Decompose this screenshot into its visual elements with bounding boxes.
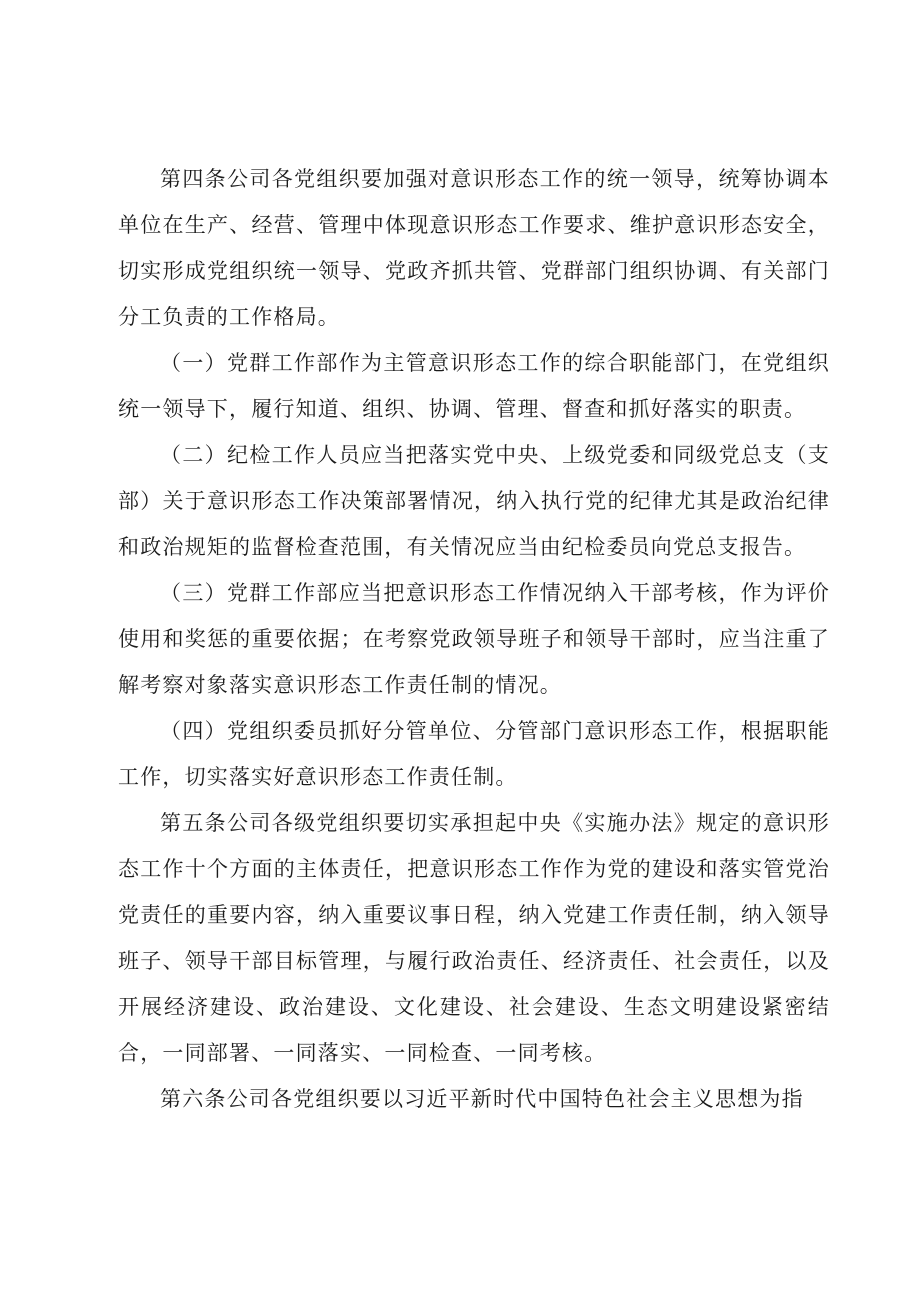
paragraph-item-1: （一）党群工作部作为主管意识形态工作的综合职能部门，在党组织统一领导下，履行知道、组织、协调、管理、督查和抓好落实的职责。 <box>118 351 830 421</box>
paragraph-article-4: 第四条公司各党组织要加强对意识形态工作的统一领导，统筹协调本单位在生产、经营、管理中体现意识形态工作要求、维护意识形态安全，切实形成党组织统一领导、党政齐抓共管、党群部门组织协调、有关部门分工负责的工作格局。 <box>118 167 830 329</box>
paragraph-article-6: 第六条公司各党组织要以习近平新时代中国特色社会主义思想为指 <box>160 1087 804 1111</box>
document-body <box>118 156 830 1122</box>
paragraph-item-2: （二）纪检工作人员应当把落实党中央、上级党委和同级党总支（支部）关于意识形态工作决策部署情况，纳入执行党的纪律尤其是政治纪律和政治规矩的监督检查范围，有关情况应当由纪检委员向党总支报告。 <box>118 443 830 559</box>
paragraph-item-3: （三）党群工作部应当把意识形态工作情况纳入干部考核，作为评价使用和奖惩的重要依据；在考察党政领导班子和领导干部时，应当注重了解考察对象落实意识形态工作责任制的情况。 <box>118 581 830 697</box>
paragraph-item-4: （四）党组织委员抓好分管单位、分管部门意识形态工作，根据职能工作，切实落实好意识形态工作责任制。 <box>118 719 830 789</box>
paragraph-article-5: 第五条公司各级党组织要切实承担起中央《实施办法》规定的意识形态工作十个方面的主体责任，把意识形态工作作为党的建设和落实管党治党责任的重要内容，纳入重要议事日程，纳入党建工作责任制，纳入领导班子、领导干部目标管理，与履行政治责任、经济责任、社会责任，以及开展经济建设、政治建设、文化建设、社会建设、生态文明建设紧密结合，一同部署、一同落实、一同检查、一同考核。 <box>118 811 830 1065</box>
